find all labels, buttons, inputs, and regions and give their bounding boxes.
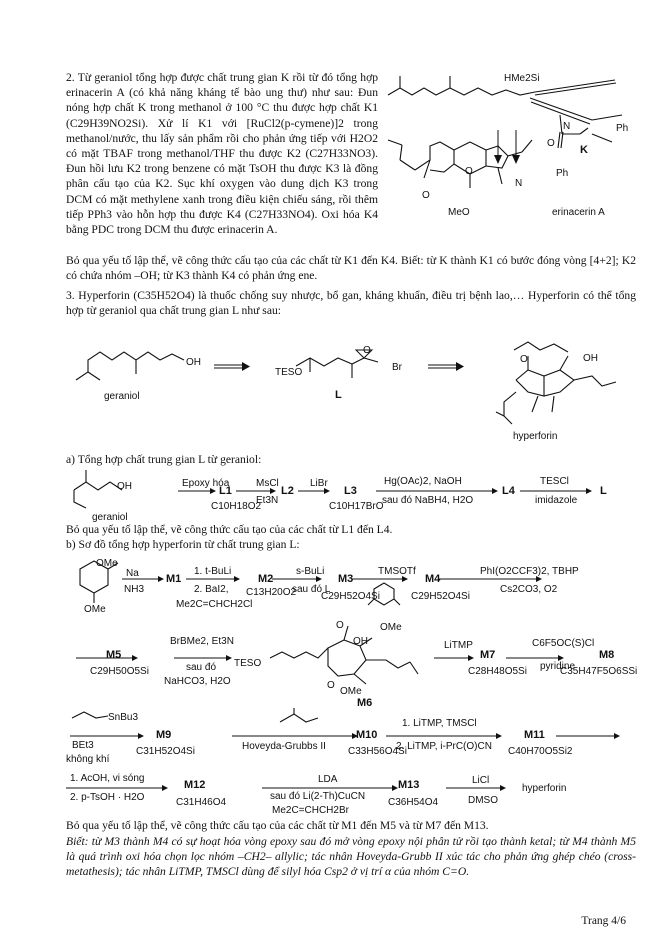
- row1-r2c: Me2C=CHCH2Cl: [176, 599, 253, 610]
- row4-r14b: DMSO: [468, 795, 498, 806]
- part-a-f3: C10H17BrO: [329, 501, 384, 512]
- row4-f13: C36H54O4: [388, 797, 439, 808]
- row3-f9: C31H52O4Si: [136, 746, 195, 757]
- part-a-r4a: Hg(OAc)2, NaOH: [384, 476, 462, 487]
- row2-M7: M7: [480, 649, 496, 661]
- row2-teso: TESO: [234, 658, 262, 669]
- row3-r9a: BEt3: [72, 740, 94, 751]
- row4-r14a: LiCl: [472, 775, 490, 786]
- part-b-task: Bỏ qua yếu tố lập thể, vẽ công thức cấu tạo của các chất từ M1 đến M5 và từ M7 đến M13.: [66, 819, 489, 832]
- row4-hyperforin: hyperforin: [522, 783, 567, 794]
- row2-m6-o: O: [336, 620, 344, 631]
- part-a-r5a: TESCl: [540, 476, 569, 487]
- label-l: L: [335, 389, 342, 401]
- row1-M4: M4: [425, 573, 441, 585]
- row1-r2a: 1. t-BuLi: [194, 566, 232, 577]
- structure-K: [380, 60, 640, 220]
- part-a-r4b: sau đó NaBH4, H2O: [382, 495, 474, 506]
- row3-M9: M9: [156, 729, 172, 741]
- row2-r8b: pyridine: [540, 661, 576, 672]
- label-o-ketone: O: [422, 190, 430, 201]
- row2-r7: LiTMP: [444, 640, 473, 651]
- part-b-note: Biết: từ M3 thành M4 có sự hoạt hóa vòng epoxy sau đó mở vòng epoxy nội phân tử rồi tạo thành ketal; từ M4 thành M5 là quá trình oxi hóa chọn lọc nhóm –CH2– allylic; tác nhân Hoveyda-Grubb II xúc tác cho phản ứng ghép chéo (cross-metathesis); tác nhân LiTMP, TMSCl dùng để silyl hóa Csp2 ở vị trí α của nhóm C=O.: [66, 835, 636, 879]
- part-a-r1: Epoxy hóa: [182, 478, 230, 489]
- row3-r9b: không khí: [66, 754, 110, 765]
- row4-M12: M12: [184, 779, 206, 791]
- part-a-r5b: imidazole: [535, 495, 578, 506]
- label-br: Br: [392, 362, 402, 373]
- row4-f12: C31H46O4: [176, 797, 227, 808]
- q2-text: 2. Từ geraniol tổng hợp được chất trung gian K rồi từ đó tổng hợp erinacerin A (có khả năng kháng tế bào ung thư) như sau: Đun nóng hợp chất K trong methanol ở 100 °C thu được hợp chất K1 (C29H39NO2Si). Xử lí K1 với [RuCl2(p-cymene)]2 trong methanol/nước, thu lấy sản phẩm rồi cho phản ứng tiếp với H2O2 có mặt TBAF trong methanol/THF thu được K2 (C27H33NO3). Đun hồi lưu K2 trong benzene có mặt TsOH thu được K3 là đồng phân cấu tạo của K2. Sục khí oxygen vào dung dịch K3 trong DCM có mặt methylene xanh trong điều kiện chiếu sáng, rồi thêm tiếp PPh3 vào hỗn hợp thu được K4 (C27H33NO4). Oxi hóa K4 bằng PDC trong DCM thu được erinacerin A.: [66, 71, 378, 237]
- row2-r6c: NaHCO3, H2O: [164, 676, 231, 687]
- label-teso: TESO: [275, 367, 303, 378]
- row4-r13b: sau đó Li(2-Th)CuCN: [270, 791, 366, 802]
- row2-f8: C35H47F5O6SSi: [560, 666, 638, 677]
- row3-r10: Hoveyda-Grubbs II: [242, 741, 326, 752]
- row1-r5a: PhI(O2CCF3)2, TBHP: [480, 566, 579, 577]
- label-oh-hyperforin: OH: [583, 353, 598, 364]
- part-a-title: a) Tổng hợp chất trung gian L từ geraniol:: [66, 453, 262, 466]
- label-oh-geraniol: OH: [186, 357, 201, 368]
- label-n-erin: N: [515, 178, 523, 189]
- row1-M2: M2: [258, 573, 274, 585]
- label-k: K: [580, 144, 588, 156]
- row4-r12b: 2. p-TsOH · H2O: [70, 792, 145, 803]
- label-hme2si: HMe2Si: [504, 73, 540, 84]
- label-geraniol: geraniol: [104, 391, 140, 402]
- row4-r13a: LDA: [318, 774, 338, 785]
- label-hyperforin: hyperforin: [513, 431, 558, 442]
- row1-f2: C13H20O2: [246, 587, 297, 598]
- part-a-r2a: MsCl: [256, 478, 279, 489]
- row4-r12a: 1. AcOH, vi sóng: [70, 773, 145, 784]
- part-a-L4: L4: [502, 485, 515, 497]
- row2-r6b: sau đó: [186, 662, 217, 673]
- label-o-k: O: [547, 138, 555, 149]
- row2-m6-o2: O: [327, 680, 335, 691]
- row3-r11a: 1. LiTMP, TMSCl: [402, 718, 477, 729]
- row3-snbu3: SnBu3: [108, 712, 139, 723]
- row2-f5: C29H50O5Si: [90, 666, 149, 677]
- row1-r2b: 2. BaI2,: [194, 584, 229, 595]
- row2-M6: M6: [357, 697, 373, 709]
- label-ph-erin: Ph: [556, 168, 569, 179]
- row4-M13: M13: [398, 779, 420, 791]
- part-a-r2b: Et3N: [256, 495, 279, 506]
- row1-r3b: sau đó L: [292, 584, 331, 595]
- part-a-L2: L2: [281, 485, 294, 497]
- row2-f7: C28H48O5Si: [468, 666, 527, 677]
- part-a-task: Bỏ qua yếu tố lập thể, vẽ công thức cấu tạo của các chất từ L1 đến L4.: [66, 523, 393, 536]
- part-a-geraniol: geraniol: [92, 512, 128, 523]
- label-ph-k: Ph: [616, 123, 629, 134]
- row3-M11: M11: [524, 729, 545, 741]
- row2-m6-ome: OMe: [380, 622, 402, 633]
- q2-paragraph: [66, 70, 378, 237]
- label-erinacerin: erinacerin A: [552, 207, 605, 218]
- page-number: Trang 4/6: [581, 915, 626, 927]
- row2-r6a: BrBMe2, Et3N: [170, 636, 234, 647]
- row3-M10: M10: [356, 729, 378, 741]
- label-o-ring: O: [465, 166, 473, 177]
- label-o-hyperforin: O: [520, 354, 528, 365]
- label-meo: MeO: [448, 207, 470, 218]
- row1-f4: C29H52O4Si: [411, 591, 470, 602]
- part-a-L3: L3: [344, 485, 357, 497]
- label-n-k: N: [563, 121, 571, 132]
- part-a-L1: L1: [219, 485, 232, 497]
- row2-M8: M8: [599, 649, 615, 661]
- row3-f10: C33H56O4Si: [348, 746, 407, 757]
- label-o-epoxide: O: [363, 345, 371, 356]
- part-a-r3: LiBr: [310, 478, 328, 489]
- row1-r1b: NH3: [124, 584, 145, 595]
- row2-m6-ome2: OMe: [340, 686, 362, 697]
- row3-r11b: 2. LiTMP, i-PrC(O)CN: [396, 741, 492, 752]
- row1-r1a: Na: [126, 568, 139, 579]
- row3-f11: C40H70O5Si2: [508, 746, 573, 757]
- row2-r8a: C6F5OC(S)Cl: [532, 638, 595, 649]
- q3-intro: 3. Hyperforin (C35H52O4) là thuốc chống suy nhược, bổ gan, kháng khuẩn, điều trị bệnh lao,… Hyperforin có thể tổng hợp từ geraniol qua chất trung gian L như sau:: [66, 289, 636, 318]
- row1-ome-bottom: OMe: [84, 604, 106, 615]
- q2-task: Bỏ qua yếu tố lập thể, vẽ công thức cấu tạo của các chất từ K1 đến K4. Biết: từ K thành K1 có bước đóng vòng [4+2]; K2 có chứa nhóm –OH; từ K3 thành K4 có phản ứng ene.: [66, 254, 636, 283]
- row1-r3a: s-BuLi: [296, 566, 325, 577]
- part-a-oh: OH: [117, 481, 132, 492]
- part-a-L: L: [600, 485, 607, 497]
- row1-M3: M3: [338, 573, 354, 585]
- row1-r4: TMSOTf: [378, 566, 416, 577]
- row1-M1: M1: [166, 573, 182, 585]
- row1-r5b: Cs2CO3, O2: [500, 584, 558, 595]
- row1-f3: C29H52O4Si: [321, 591, 380, 602]
- row2-m6-oh: OH: [353, 636, 368, 647]
- row4-r13c: Me2C=CHCH2Br: [272, 805, 349, 816]
- row2-M5: M5: [106, 649, 122, 661]
- part-a-f1: C10H18O2: [211, 501, 262, 512]
- part-b-title: b) Sơ đồ tổng hợp hyperforin từ chất trung gian L:: [66, 538, 300, 551]
- row1-ome-top: OMe: [96, 558, 118, 569]
